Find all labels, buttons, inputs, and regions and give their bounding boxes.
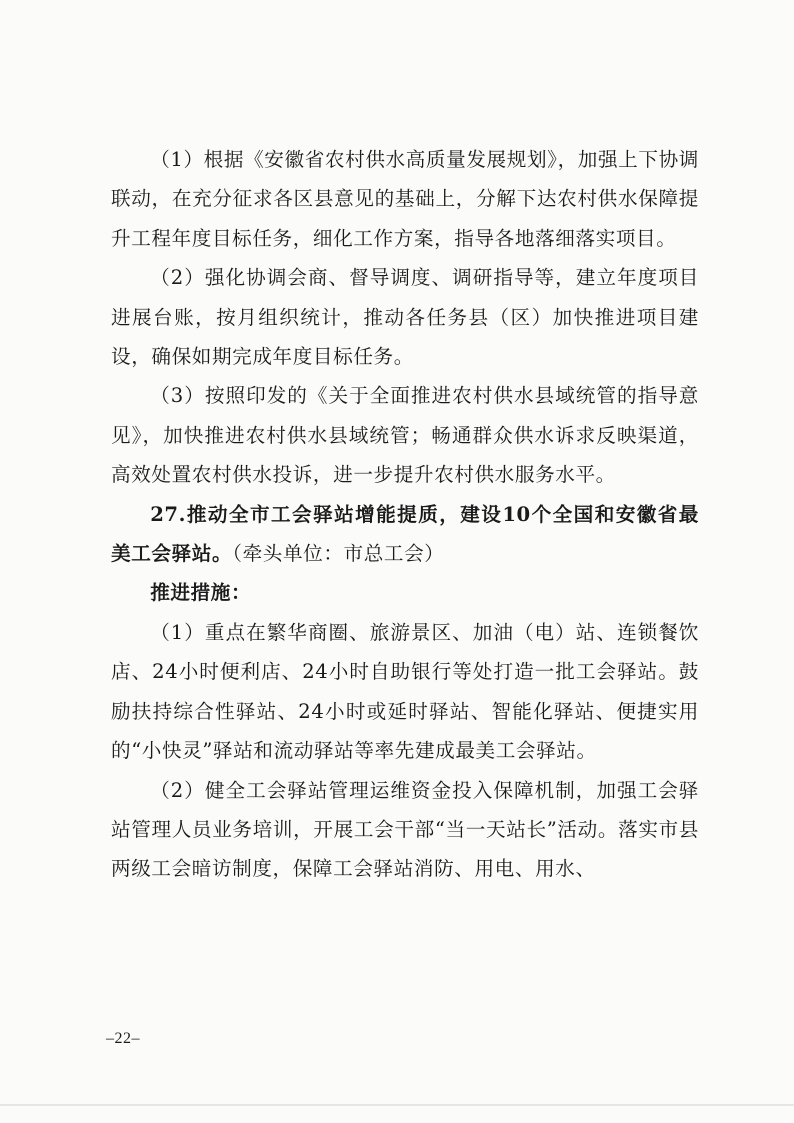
- measure-1: （1）重点在繁华商圈、旅游景区、加油（电）站、连锁餐饮店、24小时便利店、24小时自助银行等处打造一批工会驿站。鼓励扶持综合性驿站、24小时或延时驿站、智能化驿站、便捷实用的“小快灵”驿站和流动驿站等率先建成最美工会驿站。: [111, 620, 699, 763]
- task-heading-text: 27.推动全市工会驿站增能提质，建设10个全国和安徽省最美工会驿站。: [111, 502, 699, 566]
- lead-unit: （牵头单位：市总工会）: [232, 542, 445, 566]
- document-body: [111, 140, 699, 889]
- paragraph-3: （3）按照印发的《关于全面推进农村供水县域统管的指导意见》，加快推进农村供水县域统管；畅通群众供水诉求反映渠道，高效处置农村供水投诉，进一步提升农村供水服务水平。: [111, 384, 699, 487]
- paragraph-2: （2）强化协调会商、督导调度、调研指导等，建立年度项目进展台账，按月组织统计，推动各任务县（区）加快推进项目建设，确保如期完成年度目标任务。: [111, 266, 699, 369]
- page-number: –22–: [106, 1030, 140, 1047]
- measures-label: 推进措施：: [150, 581, 252, 605]
- paragraph-1: （1）根据《安徽省农村供水高质量发展规划》，加强上下协调联动，在充分征求各区县意见的基础上，分解下达农村供水保障提升工程年度目标任务，细化工作方案，指导各地落细落实项目。: [111, 148, 699, 250]
- measure-2: （2）健全工会驿站管理运维资金投入保障机制，加强工会驿站管理人员业务培训，开展工会干部“当一天站长”活动。落实市县两级工会暗访制度，保障工会驿站消防、用电、用水、: [111, 778, 699, 881]
- scan-edge-line: [0, 1104, 794, 1106]
- task-heading: [111, 495, 699, 574]
